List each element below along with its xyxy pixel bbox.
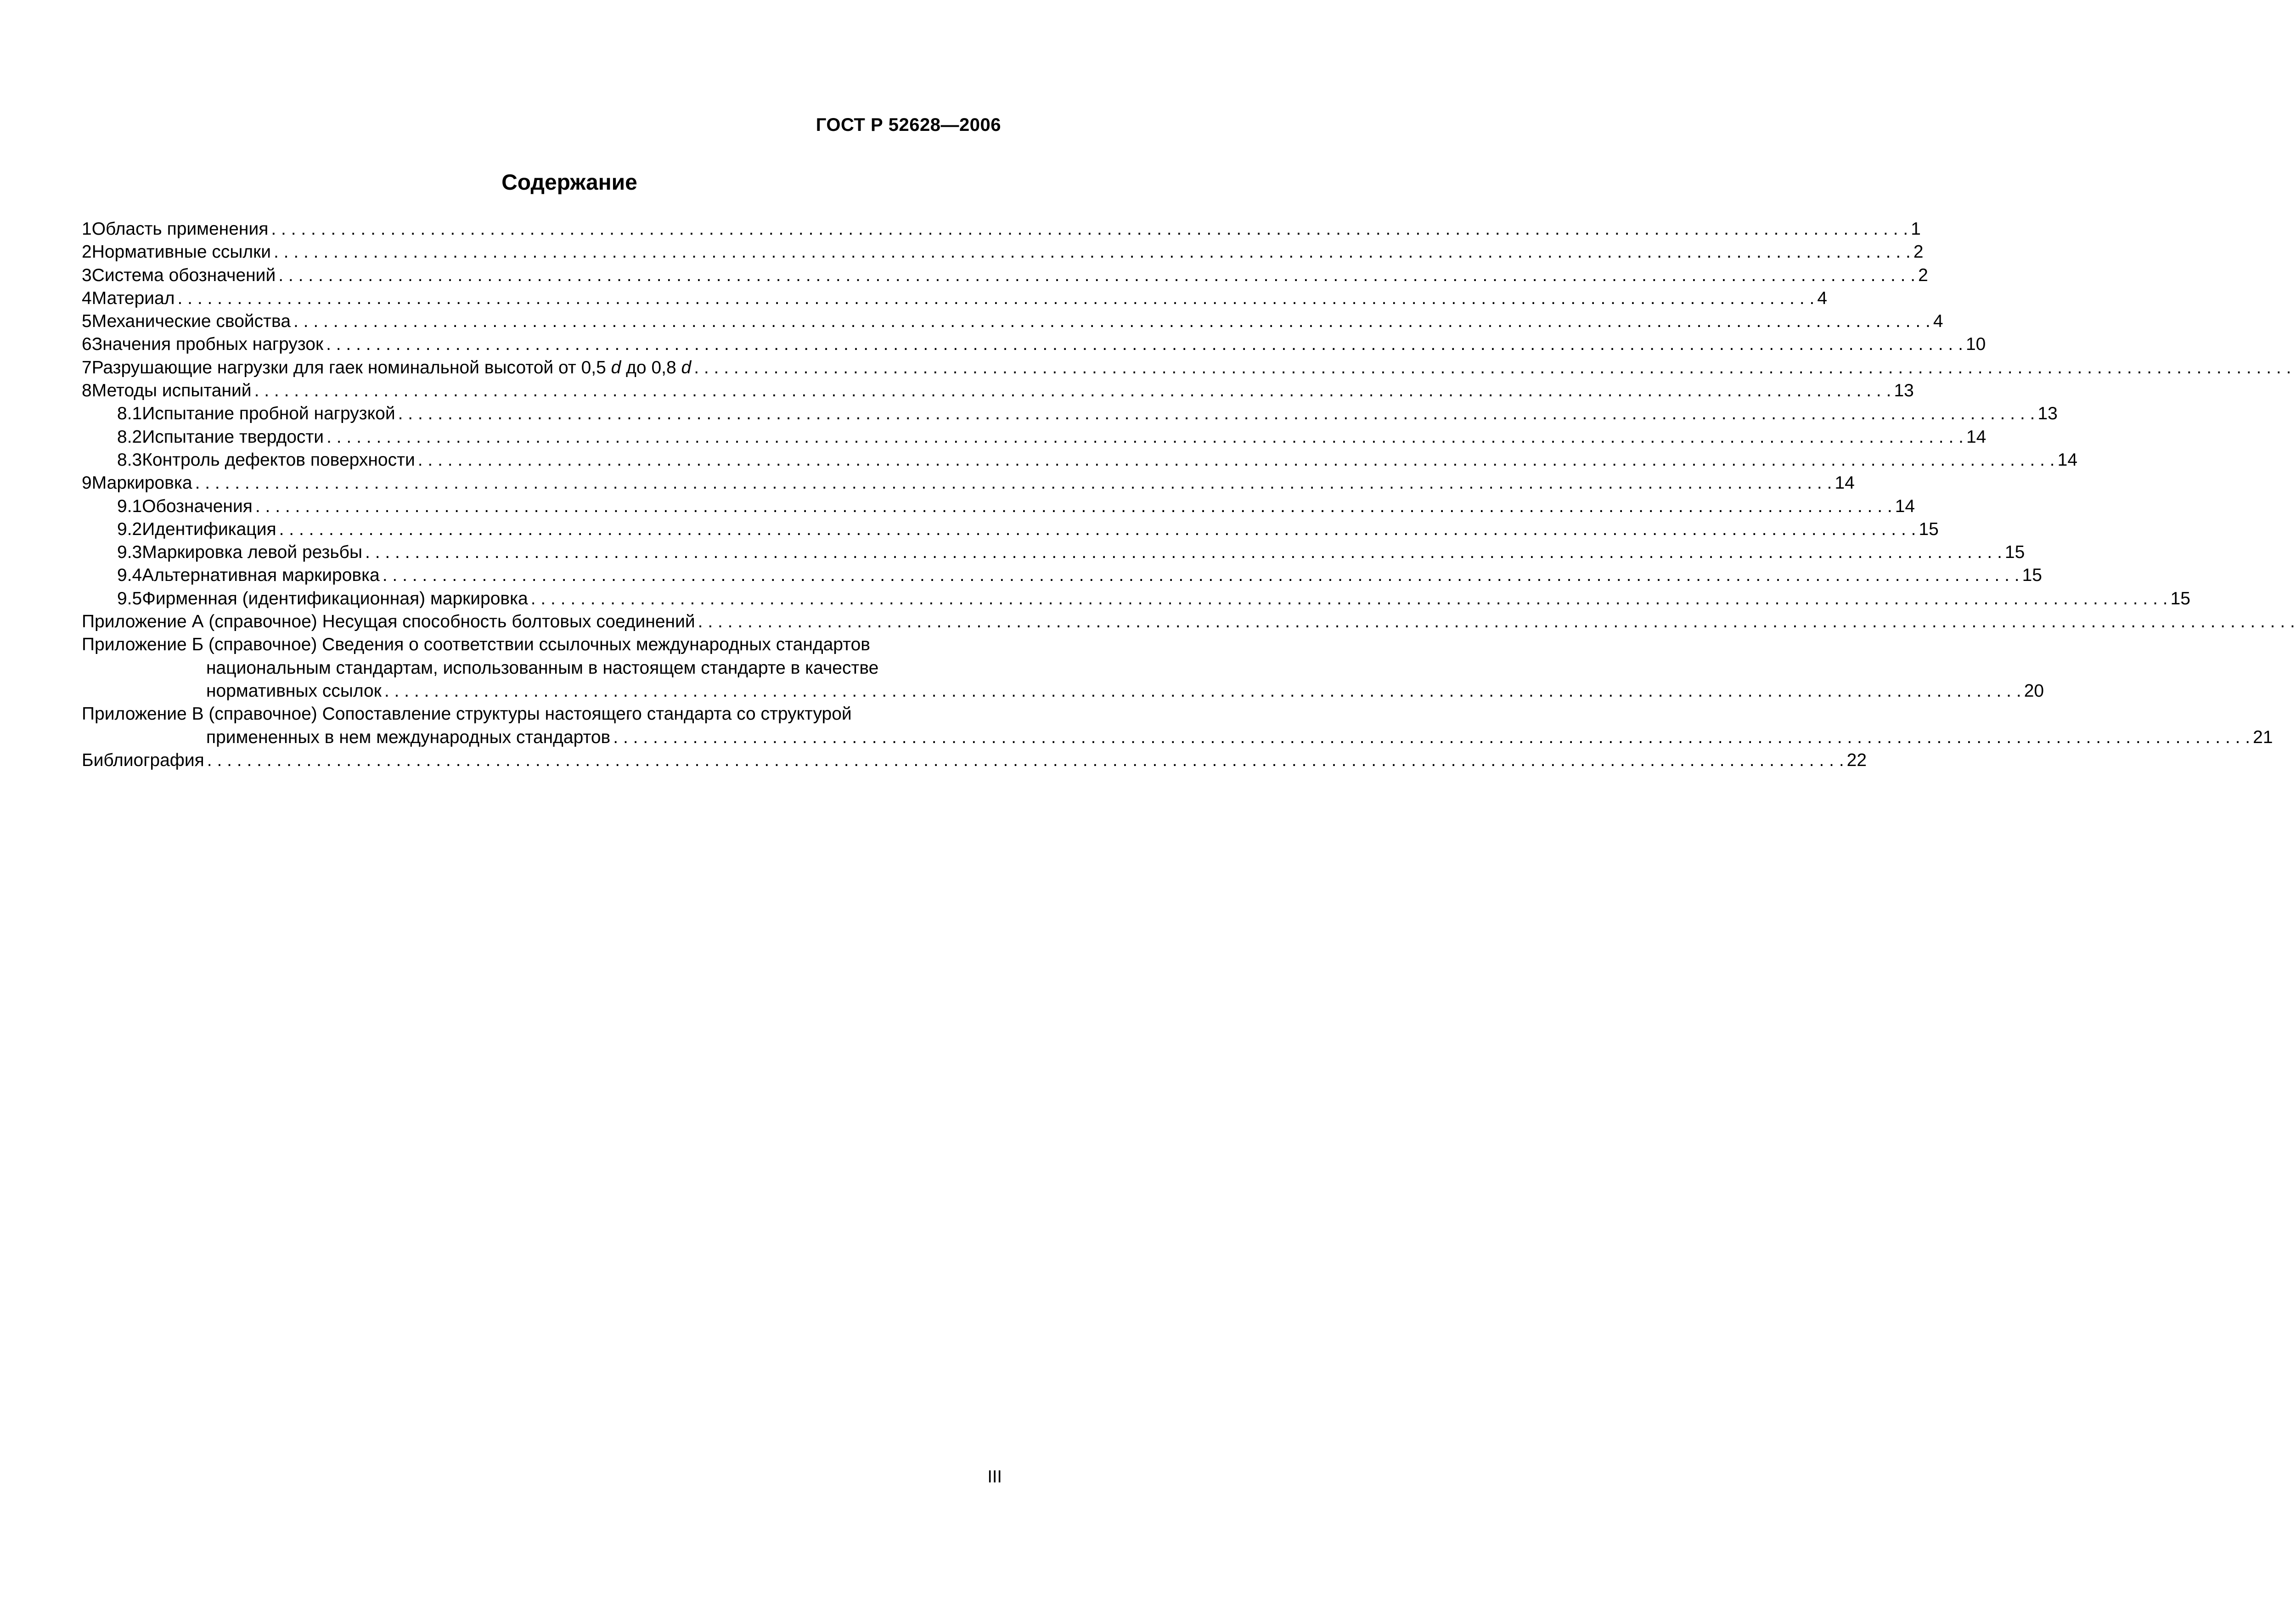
dot-leader (698, 610, 2296, 633)
toc-title: Содержание (501, 170, 637, 195)
toc-entry-9-1[interactable] (82, 495, 1915, 518)
toc-entry-title: Система обозначений (91, 265, 276, 285)
toc-entry-9[interactable] (82, 472, 1855, 495)
toc-entry-title: Нормативные ссылки (91, 242, 271, 262)
toc-entry-number: 7 (82, 357, 92, 377)
toc-entry-title-part: до 0,8 (621, 357, 681, 377)
toc-entry-page: 15 (1919, 519, 1939, 539)
toc-entry-page: 2 (1918, 265, 1928, 285)
dot-leader (383, 564, 2020, 587)
toc-entry-8-1[interactable] (82, 402, 2058, 425)
toc-entry-page: 1 (1911, 219, 1921, 239)
toc-entry-number: 9.2 (117, 519, 142, 539)
dot-leader (326, 333, 1963, 356)
toc-entry-1[interactable] (82, 218, 1921, 241)
toc-entry-7[interactable] (82, 356, 1014, 379)
toc-entry-number: 1 (82, 219, 92, 239)
toc-entry-title-line: нормативных ссылок (206, 681, 382, 701)
toc-entry-page: 13 (2037, 404, 2058, 424)
toc-entry-title: Испытание твердости (142, 427, 324, 447)
dot-leader (326, 426, 1964, 449)
toc-entry-8-2[interactable] (82, 426, 1986, 449)
dot-leader (531, 587, 2168, 610)
toc-entry-title-part: Разрушающие нагрузки для гаек номинальной высотой от 0,5 (91, 357, 611, 377)
dot-leader (207, 749, 1844, 772)
dot-leader (694, 356, 2296, 379)
toc-entry-9-4[interactable] (82, 564, 2042, 587)
toc-entry-page: 15 (2170, 588, 2190, 608)
toc-entry-title: Обозначения (142, 496, 253, 516)
dot-leader (398, 402, 2035, 425)
toc-entry-number: 9 (82, 473, 92, 493)
toc-entry-title-line: примененных в нем международных стандартов (206, 727, 611, 747)
table-of-contents (82, 218, 2273, 772)
toc-entry-number: 8.1 (117, 404, 142, 424)
toc-entry-title: Материал (91, 288, 175, 308)
toc-entry-last-line (82, 680, 2044, 703)
toc-appendix-v[interactable] (82, 703, 2273, 749)
toc-entry-3[interactable] (82, 264, 1928, 287)
toc-entry-title: Альтернативная маркировка (142, 565, 380, 586)
dot-leader (279, 518, 1916, 541)
document-code: ГОСТ Р 52628—2006 (816, 115, 1001, 135)
dot-leader (274, 241, 1911, 264)
toc-entry-page: 13 (1894, 381, 1914, 401)
variable-d: d (681, 357, 692, 377)
toc-appendix-b[interactable] (82, 633, 2044, 703)
toc-entry-number: 5 (82, 311, 92, 332)
toc-entry-number: 9.4 (117, 565, 142, 586)
toc-entry-title-line: Приложение В (справочное) Сопоставление структуры настоящего стандарта со структурой (82, 704, 852, 724)
toc-entry-title-line: Приложение Б (справочное) Сведения о соответствии ссылочных международных стандартов (82, 635, 870, 655)
toc-entry-number: 3 (82, 265, 92, 285)
toc-entry-number: 8 (82, 381, 92, 401)
toc-entry-page: 2 (1913, 242, 1924, 262)
toc-entry-title-line: национальным стандартам, использованным в настоящем стандарте в качестве (206, 658, 879, 678)
dot-leader (278, 264, 1915, 287)
toc-entry-title: Идентификация (142, 519, 276, 539)
toc-entry-title: Библиография (82, 750, 204, 770)
toc-entry-number: 6 (82, 334, 92, 355)
toc-entry-9-5[interactable] (82, 587, 2190, 610)
toc-entry-8[interactable] (82, 379, 1914, 402)
dot-leader (195, 472, 1832, 495)
toc-entry-number: 8.3 (117, 450, 142, 470)
toc-entry-title: Фирменная (идентификационная) маркировка (142, 588, 528, 608)
dot-leader (254, 379, 1891, 402)
toc-entry-page: 14 (1895, 496, 1915, 516)
toc-entry-title: Механические свойства (91, 311, 291, 332)
dot-leader (293, 310, 1930, 333)
dot-leader (613, 726, 2250, 749)
toc-entry-number: 9.3 (117, 542, 142, 563)
toc-entry-number: 9.5 (117, 588, 142, 608)
variable-d: d (611, 357, 621, 377)
dot-leader (384, 680, 2021, 703)
toc-entry-page: 21 (2253, 727, 2273, 747)
toc-entry-page: 14 (2057, 450, 2078, 470)
toc-entry-5[interactable] (82, 310, 1943, 333)
dot-leader (271, 218, 1908, 241)
toc-entry-title: Испытание пробной нагрузкой (142, 404, 395, 424)
toc-entry-number: 2 (82, 242, 92, 262)
toc-entry-page: 4 (1817, 288, 1828, 308)
toc-entry-page: 15 (2004, 542, 2025, 563)
dot-leader (365, 541, 2002, 564)
toc-entry-page: 14 (1835, 473, 1855, 493)
toc-entry-last-line (82, 726, 2273, 749)
toc-bibliography[interactable] (82, 749, 1867, 772)
dot-leader (178, 287, 1815, 310)
dot-leader (418, 449, 2055, 472)
toc-entry-4[interactable] (82, 287, 1828, 310)
toc-entry-page: 15 (2022, 565, 2042, 586)
toc-entry-2[interactable] (82, 241, 1924, 264)
toc-entry-title: Маркировка левой резьбы (142, 542, 363, 563)
toc-appendix-a[interactable] (82, 610, 1014, 633)
toc-entry-title: Область применения (91, 219, 269, 239)
toc-entry-title: Маркировка (91, 473, 192, 493)
toc-entry-8-3[interactable] (82, 449, 2078, 472)
toc-entry-page: 22 (1846, 750, 1867, 770)
toc-entry-6[interactable] (82, 333, 1986, 356)
toc-entry-title (92, 356, 692, 379)
toc-entry-number: 8.2 (117, 427, 142, 447)
toc-entry-title: Приложение А (справочное) Несущая способность болтовых соединений (82, 612, 695, 632)
toc-entry-title: Значения пробных нагрузок (91, 334, 324, 355)
toc-entry-number: 9.1 (117, 496, 142, 516)
page-number: III (987, 1467, 1002, 1487)
toc-entry-page: 14 (1966, 427, 1986, 447)
toc-entry-title: Методы испытаний (91, 381, 252, 401)
toc-entry-title: Контроль дефектов поверхности (142, 450, 415, 470)
dot-leader (255, 495, 1892, 518)
toc-entry-page: 4 (1933, 311, 1943, 332)
toc-entry-page: 20 (2024, 681, 2044, 701)
toc-entry-9-2[interactable] (82, 518, 1939, 541)
toc-entry-9-3[interactable] (82, 541, 2025, 564)
toc-entry-page: 10 (1965, 334, 1986, 355)
toc-entry-number: 4 (82, 288, 92, 308)
